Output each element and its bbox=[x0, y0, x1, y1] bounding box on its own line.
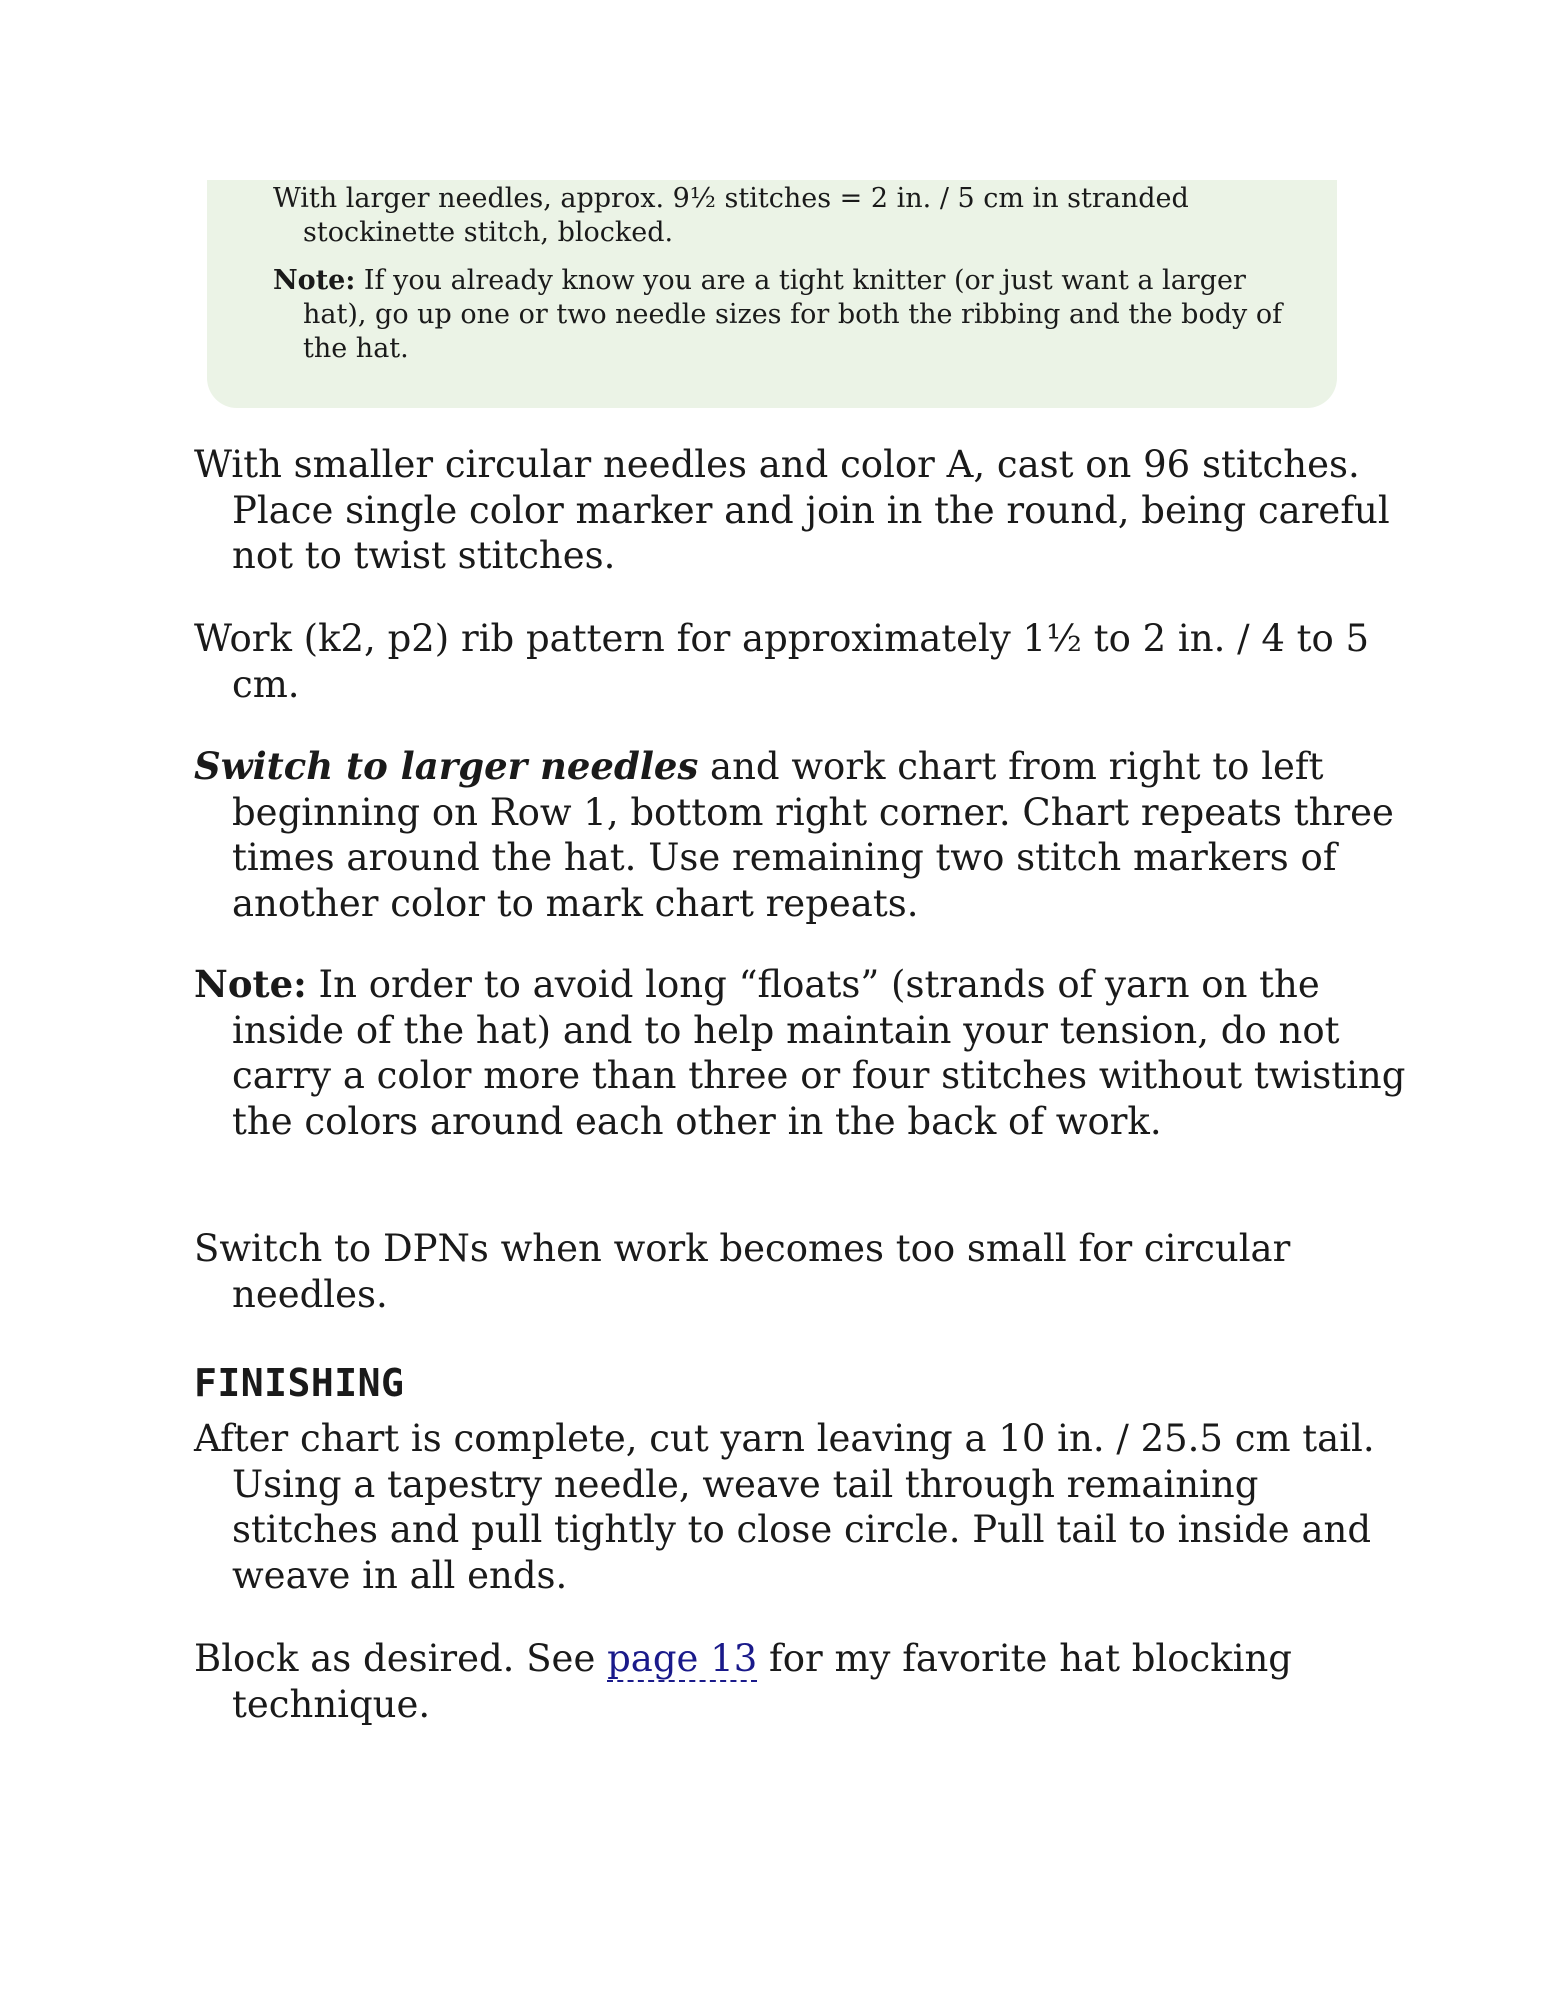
blocking-text-before: Block as desired. See bbox=[194, 1637, 608, 1680]
finishing-heading: FINISHING bbox=[194, 1361, 405, 1405]
cast-on-paragraph bbox=[194, 442, 1412, 579]
finishing-text: After chart is complete, cut yarn leaving a 10 in. / 25.5 cm tail. Using a tapestry needle, weave tail through remaining stitches and pull tightly to close circle. Pull tail to inside and weave in all ends. bbox=[194, 1417, 1375, 1597]
switch-needles-emphasis: Switch to larger needles bbox=[194, 744, 699, 788]
floats-note-label: Note: bbox=[194, 962, 307, 1006]
floats-note-text: In order to avoid long “floats” (strands of yarn on the inside of the hat) and to help maintain your tension, do not carry a color more than three or four stitches without twisting the colors around each other in the back of work. bbox=[232, 963, 1406, 1143]
dpn-text: Switch to DPNs when work becomes too small for circular needles. bbox=[194, 1227, 1291, 1316]
floats-note-paragraph bbox=[194, 962, 1412, 1144]
blocking-text-after: for my favorite hat blocking technique. bbox=[232, 1637, 1292, 1726]
cast-on-text: With smaller circular needles and color A, cast on 96 stitches. Place single color marker and join in the round, being careful not to twist stitches. bbox=[194, 443, 1390, 577]
gauge-line: With larger needles, approx. 9½ stitches = 2 in. / 5 cm in stranded stockinette stitch, blocked. bbox=[273, 183, 1189, 248]
blocking-paragraph bbox=[194, 1636, 1412, 1727]
page-13-link[interactable]: page 13 bbox=[607, 1637, 758, 1680]
rib-text: Work (k2, p2) rib pattern for approximately 1½ to 2 in. / 4 to 5 cm. bbox=[194, 617, 1370, 706]
dpn-paragraph bbox=[194, 1226, 1412, 1317]
gauge-callout-box bbox=[207, 180, 1337, 408]
finishing-paragraph bbox=[194, 1416, 1412, 1598]
chart-paragraph bbox=[194, 744, 1412, 926]
chart-text: and work chart from right to left beginning on Row 1, bottom right corner. Chart repeats three times around the hat. Use remaining two stitch markers of another color to mark chart repeats. bbox=[232, 745, 1394, 925]
gauge-note-label: Note: bbox=[273, 265, 356, 296]
gauge-note-text: If you already know you are a tight knitter (or just want a larger hat), go up one or two needle sizes for both the ribbing and the body of the hat. bbox=[303, 265, 1283, 364]
rib-paragraph bbox=[194, 616, 1412, 707]
gauge-text bbox=[273, 182, 1307, 250]
gauge-note bbox=[273, 264, 1307, 366]
